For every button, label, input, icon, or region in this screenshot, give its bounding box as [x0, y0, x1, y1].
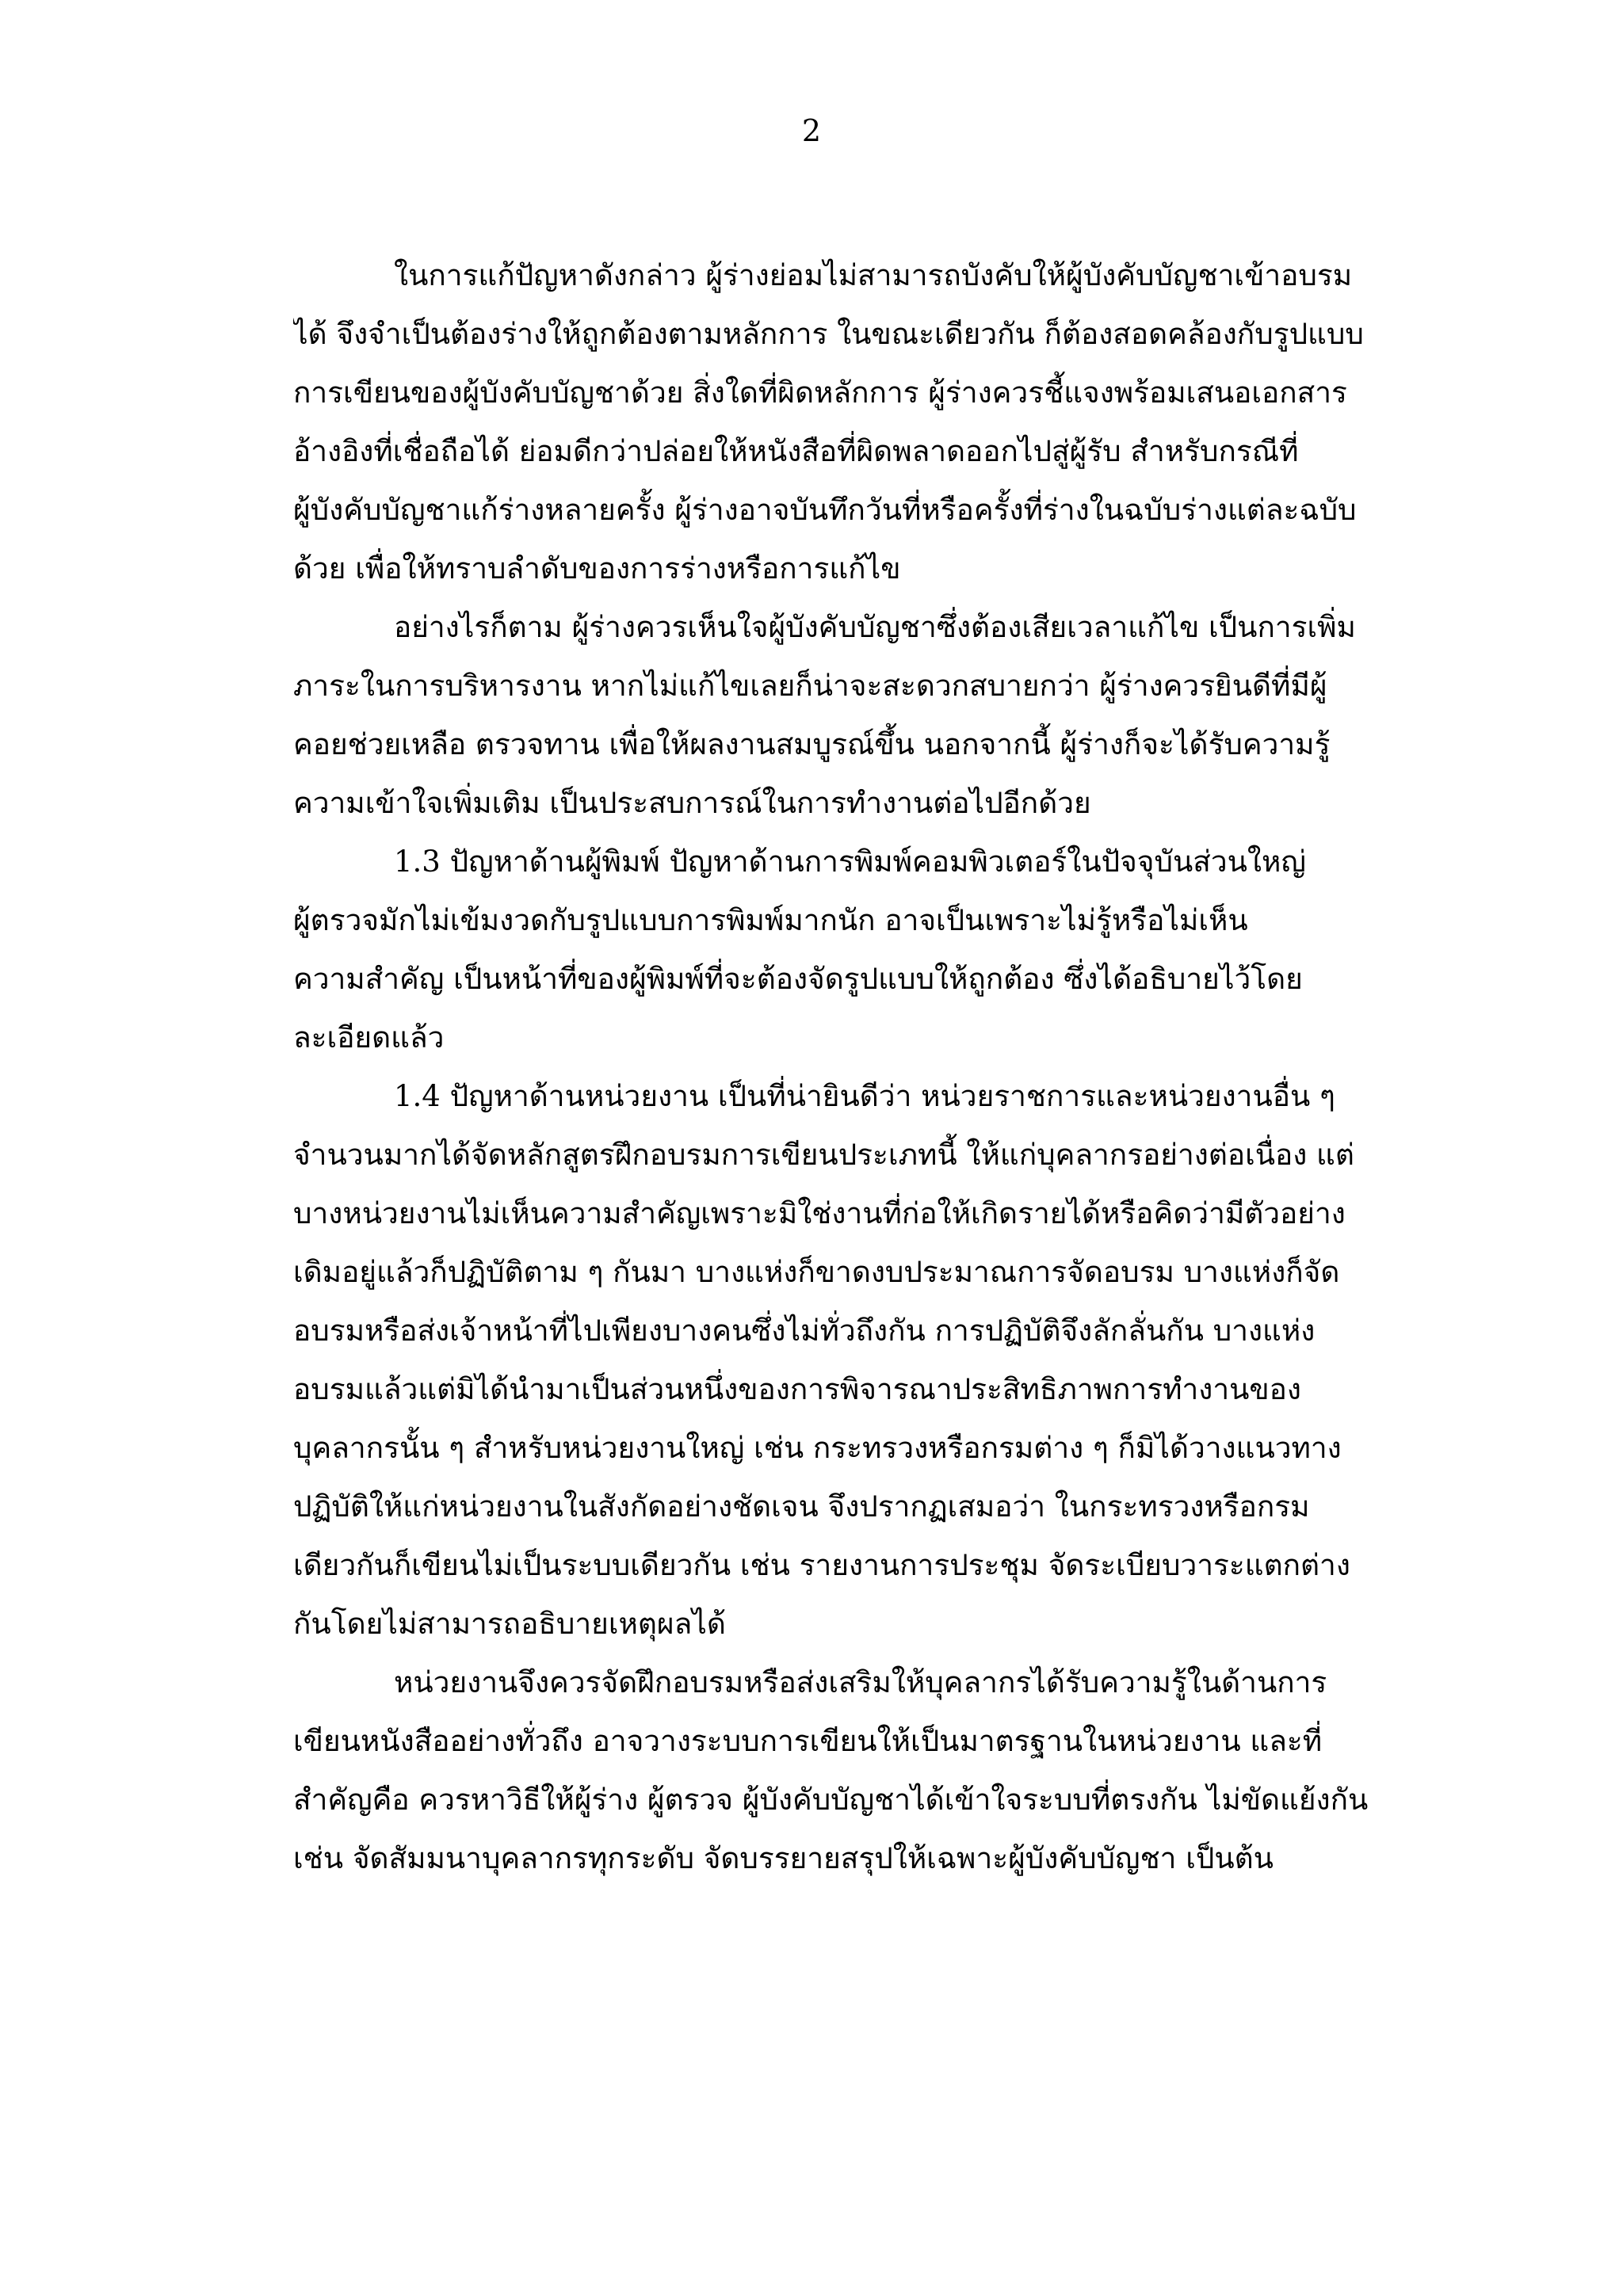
paragraph-line: หน่วยงานจึงควรจัดฝึกอบรมหรือส่งเสริมให้บุคลากรได้รับความรู้ในด้านการ [394, 1665, 1327, 1699]
paragraph-line: ความเข้าใจเพิ่มเติม เป็นประสบการณ์ในการทำงานต่อไปอีกด้วย [293, 786, 1091, 820]
paragraph-line: ภาระในการบริหารงาน หากไม่แก้ไขเลยก็น่าจะสะดวกสบายกว่า ผู้ร่างควรยินดีที่มีผู้ [293, 669, 1327, 703]
paragraph-line: จำนวนมากได้จัดหลักสูตรฝึกอบรมการเขียนประเภทนี้ ให้แก่บุคลากรอย่างต่อเนื่อง แต่ [293, 1138, 1354, 1172]
paragraph-line: อย่างไรก็ตาม ผู้ร่างควรเห็นใจผู้บังคับบัญชาซึ่งต้องเสียเวลาแก้ไข เป็นการเพิ่ม [394, 610, 1356, 644]
paragraph-line: เขียนหนังสืออย่างทั่วถึง อาจวางระบบการเขียนให้เป็นมาตรฐานในหน่วยงาน และที่ [293, 1724, 1323, 1758]
paragraph-line: เดิมอยู่แล้วก็ปฏิบัติตาม ๆ กันมา บางแห่งก็ขาดงบประมาณการจัดอบรม บางแห่งก็จัด [293, 1255, 1340, 1289]
paragraph-line: 1.3 ปัญหาด้านผู้พิมพ์ ปัญหาด้านการพิมพ์คอมพิวเตอร์ในปัจจุบันส่วนใหญ่ [394, 845, 1306, 879]
paragraph-line: คอยช่วยเหลือ ตรวจทาน เพื่อให้ผลงานสมบูรณ์ขึ้น นอกจากนี้ ผู้ร่างก็จะได้รับความรู้ [293, 727, 1331, 761]
paragraph-line: การเขียนของผู้บังคับบัญชาด้วย สิ่งใดที่ผิดหลักการ ผู้ร่างควรชี้แจงพร้อมเสนอเอกสาร [293, 376, 1347, 410]
paragraph-line: บุคลากรนั้น ๆ สำหรับหน่วยงานใหญ่ เช่น กระทรวงหรือกรมต่าง ๆ ก็มิได้วางแนวทาง [293, 1431, 1342, 1465]
paragraph-line: สำคัญคือ ควรหาวิธีให้ผู้ร่าง ผู้ตรวจ ผู้บังคับบัญชาได้เข้าใจระบบที่ตรงกัน ไม่ขัดแย้งกัน [293, 1783, 1369, 1817]
paragraph-line: ในการแก้ปัญหาดังกล่าว ผู้ร่างย่อมไม่สามารถบังคับให้ผู้บังคับบัญชาเข้าอบรม [394, 258, 1353, 292]
paragraph-line: กันโดยไม่สามารถอธิบายเหตุผลได้ [293, 1607, 726, 1641]
paragraph-line: เช่น จัดสัมมนาบุคลากรทุกระดับ จัดบรรยายสรุปให้เฉพาะผู้บังคับบัญชา เป็นต้น [293, 1841, 1274, 1875]
page-number: 2 [801, 113, 822, 148]
paragraph-line: ผู้ตรวจมักไม่เข้มงวดกับรูปแบบการพิมพ์มากนัก อาจเป็นเพราะไม่รู้หรือไม่เห็น [293, 903, 1248, 937]
paragraph-line: ละเอียดแล้ว [293, 1020, 445, 1055]
paragraph-line: อ้างอิงที่เชื่อถือได้ ย่อมดีกว่าปล่อยให้หนังสือที่ผิดพลาดออกไปสู่ผู้รับ สำหรับกรณีที่ [293, 434, 1299, 468]
paragraph-line: บางหน่วยงานไม่เห็นความสำคัญเพราะมิใช่งานที่ก่อให้เกิดรายได้หรือคิดว่ามีตัวอย่าง [293, 1196, 1346, 1230]
paragraph-line: ด้วย เพื่อให้ทราบลำดับของการร่างหรือการแก้ไข [293, 551, 901, 585]
paragraph-line: อบรมหรือส่งเจ้าหน้าที่ไปเพียงบางคนซึ่งไม่ทั่วถึงกัน การปฏิบัติจึงลักลั่นกัน บางแห่ง [293, 1314, 1316, 1348]
paragraph-line: 1.4 ปัญหาด้านหน่วยงาน เป็นที่น่ายินดีว่า หน่วยราชการและหน่วยงานอื่น ๆ [394, 1079, 1335, 1113]
paragraph-line: ได้ จึงจำเป็นต้องร่างให้ถูกต้องตามหลักการ ในขณะเดียวกัน ก็ต้องสอดคล้องกับรูปแบบ [293, 317, 1364, 351]
paragraph-line: ผู้บังคับบัญชาแก้ร่างหลายครั้ง ผู้ร่างอาจบันทึกวันที่หรือครั้งที่ร่างในฉบับร่างแต่ละฉบับ [293, 493, 1357, 527]
paragraph-line: ความสำคัญ เป็นหน้าที่ของผู้พิมพ์ที่จะต้องจัดรูปแบบให้ถูกต้อง ซึ่งได้อธิบายไว้โดย [293, 962, 1303, 996]
paragraph-line: อบรมแล้วแต่มิได้นำมาเป็นส่วนหนึ่งของการพิจารณาประสิทธิภาพการทำงานของ [293, 1372, 1301, 1406]
paragraph-line: เดียวกันก็เขียนไม่เป็นระบบเดียวกัน เช่น รายงานการประชุม จัดระเบียบวาระแตกต่าง [293, 1548, 1350, 1582]
paragraph-line: ปฏิบัติให้แก่หน่วยงานในสังกัดอย่างชัดเจน จึงปรากฏเสมอว่า ในกระทรวงหรือกรม [293, 1489, 1310, 1524]
